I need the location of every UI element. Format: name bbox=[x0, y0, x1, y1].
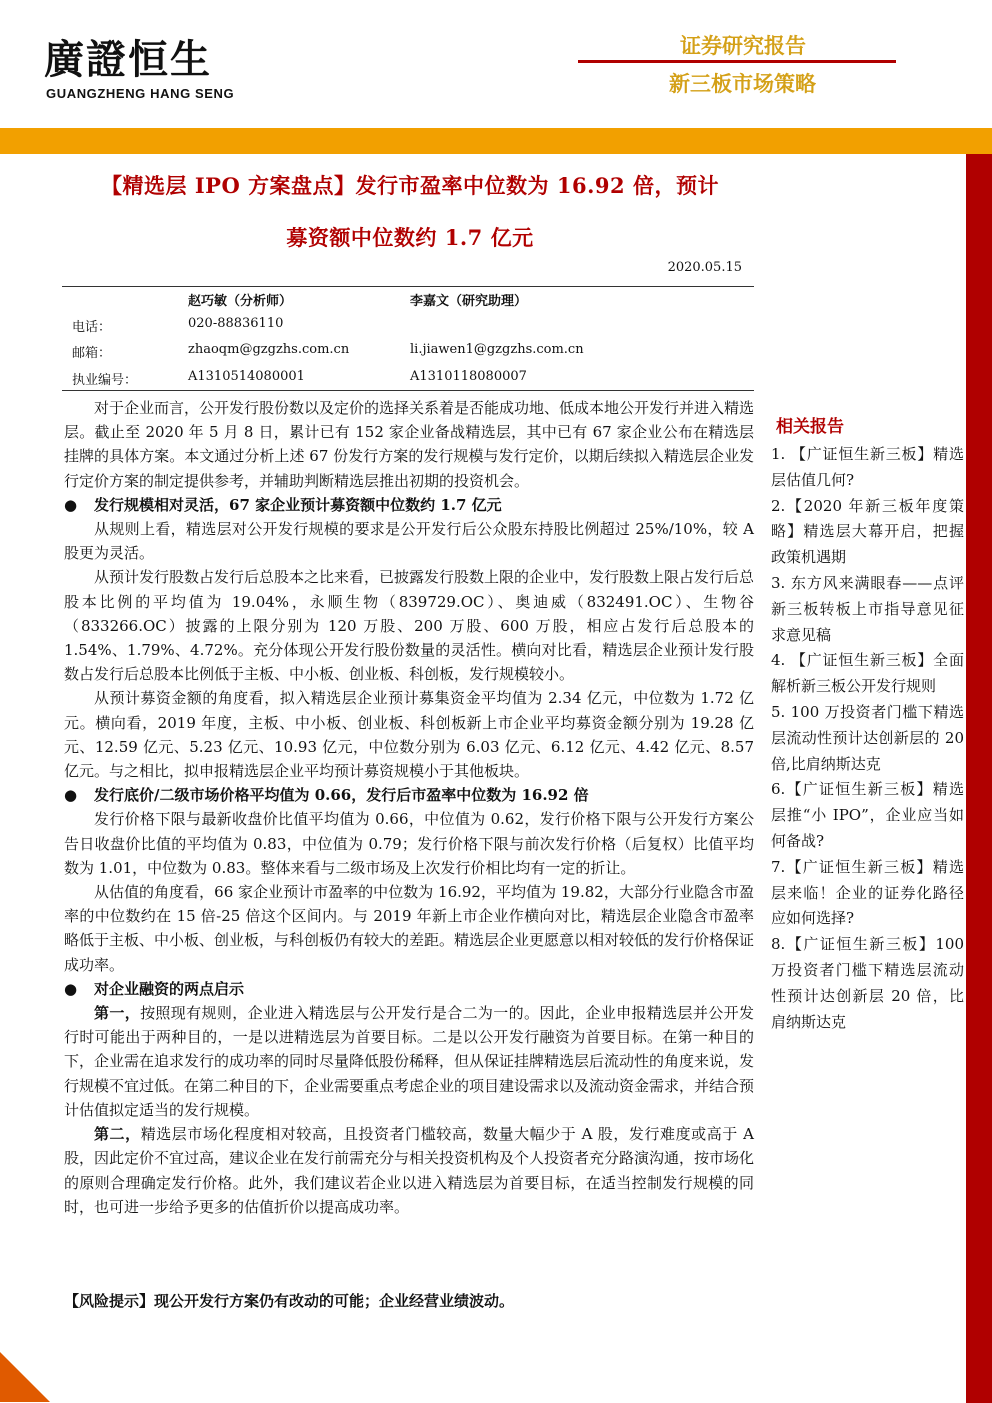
report-body bbox=[64, 396, 754, 1219]
analyst-1-email[interactable]: zhaoqm@gzgzhs.com.cn bbox=[188, 342, 350, 357]
section-heading-3 bbox=[64, 977, 754, 1001]
bullet-icon: ● bbox=[64, 979, 78, 998]
paragraph-7-lead: 第二， bbox=[94, 1125, 141, 1144]
related-report-item[interactable]: 8.【广证恒生新三板】100 万投资者门槛下精选层流动性预计达创新层 20 倍，比肩纳斯达克 bbox=[771, 935, 964, 1031]
report-subcategory: 新三板市场策略 bbox=[669, 72, 816, 96]
report-category: 证券研究报告 bbox=[680, 34, 806, 58]
related-report-item[interactable]: 4. 【广证恒生新三板】全面解析新三板公开发行规则 bbox=[771, 651, 964, 696]
paragraph-2: 从预计发行股数占发行后总股本之比来看，已披露发行股数上限的企业中，发行股数上限占发行后总股本比例的平均值为 19.04%，永顺生物（839729.OC）、奥迪威（832491.OC）、生物谷（833266.OC）披露的上限分别为 120 万股、200 万股、600 万股，相应占发行后总股本的 1.54%、1.79%、4.72%。充分体现公开发行股份数量的灵活性。横向对比看，精选层企业预计发行股数占发行后总股本比例低于主板、中小板、创业板、科创板，发行规模较小。 bbox=[64, 568, 755, 684]
section-heading-1-text: 发行规模相对灵活，67 家企业预计募资额中位数约 1.7 亿元 bbox=[94, 495, 502, 514]
paragraph-5: 从估值的角度看，66 家企业预计市盈率的中位数为 16.92，平均值为 19.82，大部分行业隐含市盈率的中位数约在 15 倍-25 倍这个区间内。与 2019 年新上市企业作横向对比，精选层企业隐含市盈率略低于主板、中小板、创业板，与科创板仍有较大的差距。精选层企业更愿意以相对较低的发行价格保证成功率。 bbox=[64, 883, 755, 974]
analyst-2-license: A1310118080007 bbox=[410, 369, 527, 384]
analyst-1-license: A1310514080001 bbox=[188, 369, 305, 384]
analyst-table-top-rule bbox=[62, 286, 754, 287]
intro-paragraph: 对于企业而言，公开发行股份数以及定价的选择关系着是否能成功地、低成本地公开发行并进入精选层。截止至 2020 年 5 月 8 日，累计已有 152 家企业备战精选层，其中已有 67 家企业公布在精选层挂牌的具体方案。本文通过分析上述 67 份发行方案的发行规模与发行定价，以期后续拟入精选层企业发行定价方案的制定提供参考，并辅助判断精选层推出初期的投资机会。 bbox=[64, 399, 755, 490]
paragraph-3: 从预计募资金额的角度看，拟入精选层企业预计募集资金平均值为 2.34 亿元，中位数为 1.72 亿元。横向看，2019 年度，主板、中小板、创业板、科创板新上市企业平均募资金额分别为 19.28 亿元、12.59 亿元、5.23 亿元、10.93 亿元，中位数分别为 6.03 亿元、6.12 亿元、4.42 亿元、8.57 亿元。与之相比，拟申报精选层企业平均预计募资规模小于其他板块。 bbox=[64, 689, 754, 781]
section-heading-3-text: 对企业融资的两点启示 bbox=[94, 979, 245, 998]
analyst-1-phone: 020-88836110 bbox=[188, 316, 284, 331]
paragraph-7 bbox=[64, 1122, 754, 1219]
analyst-1-name: 赵巧敏（分析师） bbox=[188, 294, 293, 309]
section-heading-2-text: 发行底价/二级市场价格平均值为 0.66，发行后市盈率中位数为 16.92 倍 bbox=[94, 786, 589, 805]
report-date: 2020.05.15 bbox=[667, 260, 742, 275]
corner-triangle bbox=[0, 1352, 50, 1402]
analyst-2-name: 李嘉文（研究助理） bbox=[410, 294, 528, 309]
related-report-item[interactable]: 7.【广证恒生新三板】精选层来临！企业的证券化路径应如何选择? bbox=[771, 857, 964, 928]
paragraph-4: 发行价格下限与最新收盘价比值平均值为 0.66，中位值为 0.62，发行价格下限与公开发行方案公告日收盘价比值的平均值为 0.83，中位值为 0.79；发行价格下限与前次发行价格（后复权）比值平均数为 1.01，中位数为 0.83。整体来看与二级市场及上次发行价相比均有一定的折让。 bbox=[64, 810, 754, 877]
related-reports-list bbox=[771, 442, 964, 1035]
bullet-icon: ● bbox=[64, 786, 78, 805]
paragraph-6 bbox=[64, 1001, 754, 1122]
analyst-table-bottom-rule bbox=[62, 390, 754, 391]
section-heading-1 bbox=[64, 493, 754, 517]
risk-warning: 【风险提示】现公开发行方案仍有改动的可能；企业经营业绩波动。 bbox=[64, 1292, 515, 1310]
related-report-item[interactable]: 2.【2020 年新三板年度策略】精选层大幕开启，把握政策机遇期 bbox=[771, 496, 964, 567]
section-heading-2 bbox=[64, 783, 754, 807]
report-title-line-1: 【精选层 IPO 方案盘点】发行市盈率中位数为 16.92 倍，预计 bbox=[101, 173, 719, 198]
related-report-item[interactable]: 3. 东方风来满眼春——点评新三板转板上市指导意见征求意见稿 bbox=[771, 573, 964, 644]
company-logo-english: GUANGZHENG HANG SENG bbox=[46, 86, 235, 101]
email-label: 邮箱： bbox=[72, 346, 112, 361]
header-divider bbox=[578, 60, 896, 63]
related-reports-heading: 相关报告 bbox=[776, 417, 844, 437]
phone-label: 电话： bbox=[72, 320, 112, 335]
license-label: 执业编号： bbox=[72, 373, 138, 388]
paragraph-1: 从规则上看，精选层对公开发行规模的要求是公开发行后公众股东持股比例超过 25%/10%，较 A 股更为灵活。 bbox=[64, 520, 754, 563]
related-report-item[interactable]: 5. 100 万投资者门槛下精选层流动性预计达创新层的 20 倍,比肩纳斯达克 bbox=[771, 702, 964, 773]
company-logo: 廣證恒生 bbox=[44, 37, 212, 83]
report-title-line-2: 募资额中位数约 1.7 亿元 bbox=[286, 225, 534, 250]
right-accent-bar bbox=[966, 154, 992, 1403]
paragraph-7-text: 精选层市场化程度相对较高，且投资者门槛较高，数量大幅少于 A 股，发行难度或高于 A 股，因此定价不宜过高，建议企业在发行前需充分与相关投资机构及个人投资者充分路演沟通，按市场化的原则合理确定发行价格。此外，我们建议若企业以进入精选层为首要目标，在适当控制发行规模的同时，也可进一步给予更多的估值折价以提高成功率。 bbox=[64, 1125, 755, 1216]
related-report-item[interactable]: 6.【广证恒生新三板】精选层推“小 IPO”，企业应当如何备战? bbox=[771, 780, 964, 850]
bullet-icon: ● bbox=[64, 495, 78, 514]
related-report-item[interactable]: 1. 【广证恒生新三板】精选层估值几何? bbox=[771, 445, 964, 489]
paragraph-6-text: 按照现有规则，企业进入精选层与公开发行是合二为一的。因此，企业申报精选层并公开发行时可能出于两种目的，一是以进精选层为首要目标。二是以公开发行融资为首要目标。在第一种目的下，企业需在追求发行的成功率的同时尽量降低股份稀释，但从保证挂牌精选层后流动性的角度来说，发行规模不宜过低。在第二种目的下，企业需要重点考虑企业的项目建设需求以及流动资金需求，并结合预计估值拟定适当的发行规模。 bbox=[64, 1004, 755, 1119]
paragraph-6-lead: 第一， bbox=[94, 1004, 141, 1023]
analyst-2-email[interactable]: li.jiawen1@gzgzhs.com.cn bbox=[410, 342, 584, 357]
header-band bbox=[0, 128, 992, 154]
